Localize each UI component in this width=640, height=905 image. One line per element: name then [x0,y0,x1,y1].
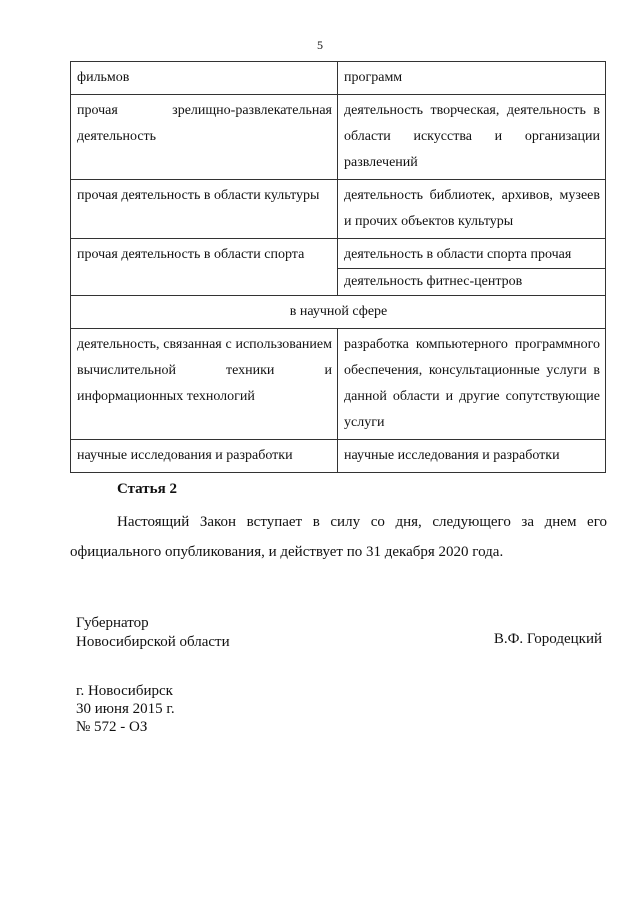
activity-table [70,61,606,473]
table-row [71,180,606,239]
table-subcell: деятельность в области спорта прочая [338,242,605,269]
table-subcell: деятельность фитнес-центров [344,274,523,289]
table-row [71,440,606,473]
table-cell: программ [338,62,606,95]
table-row [71,62,606,95]
table-cell: разработка компьютерного программного обеспечения, консультационные услуги в данной области и другие сопутствующие услуги [338,329,606,440]
place-date-block [76,682,175,736]
table-cell: прочая деятельность в области культуры [71,180,338,239]
table-cell: научные исследования и разработки [338,440,606,473]
table-row [71,95,606,180]
table-cell: фильмов [71,62,338,95]
signatory-name: В.Ф. Городецкий [493,631,602,647]
city: г. Новосибирск [76,683,173,699]
signatory-position-line: Новосибирской области [76,634,230,650]
table-cell: прочая деятельность в области спорта [71,239,338,296]
table-row [71,329,606,440]
table-cell: деятельность творческая, деятельность в области искусства и организации развлечений [338,95,606,180]
table-cell: научные исследования и разработки [71,440,338,473]
article-title: Статья 2 [117,481,177,497]
table-cell: прочая зрелищно-развлекательная деятельность [71,95,338,180]
article-text: Настоящий Закон вступает в силу со дня, следующего за днем его официального опубликования, и действует по 31 декабря 2020 года. [70,514,607,560]
page-number: 5 [317,38,323,52]
table-row [71,239,606,296]
date: 30 июня 2015 г. [76,701,175,717]
table-cell-split [338,239,606,296]
table-section-row [71,296,606,329]
law-number: № 572 - ОЗ [76,719,148,735]
section-heading: в научной сфере [71,296,606,329]
signatory-position [76,614,230,652]
table-cell: деятельность, связанная с использованием вычислительной техники и информационных технологий [71,329,338,440]
table-cell: деятельность библиотек, архивов, музеев и прочих объектов культуры [338,180,606,239]
signatory-position-line: Губернатор [76,615,149,631]
